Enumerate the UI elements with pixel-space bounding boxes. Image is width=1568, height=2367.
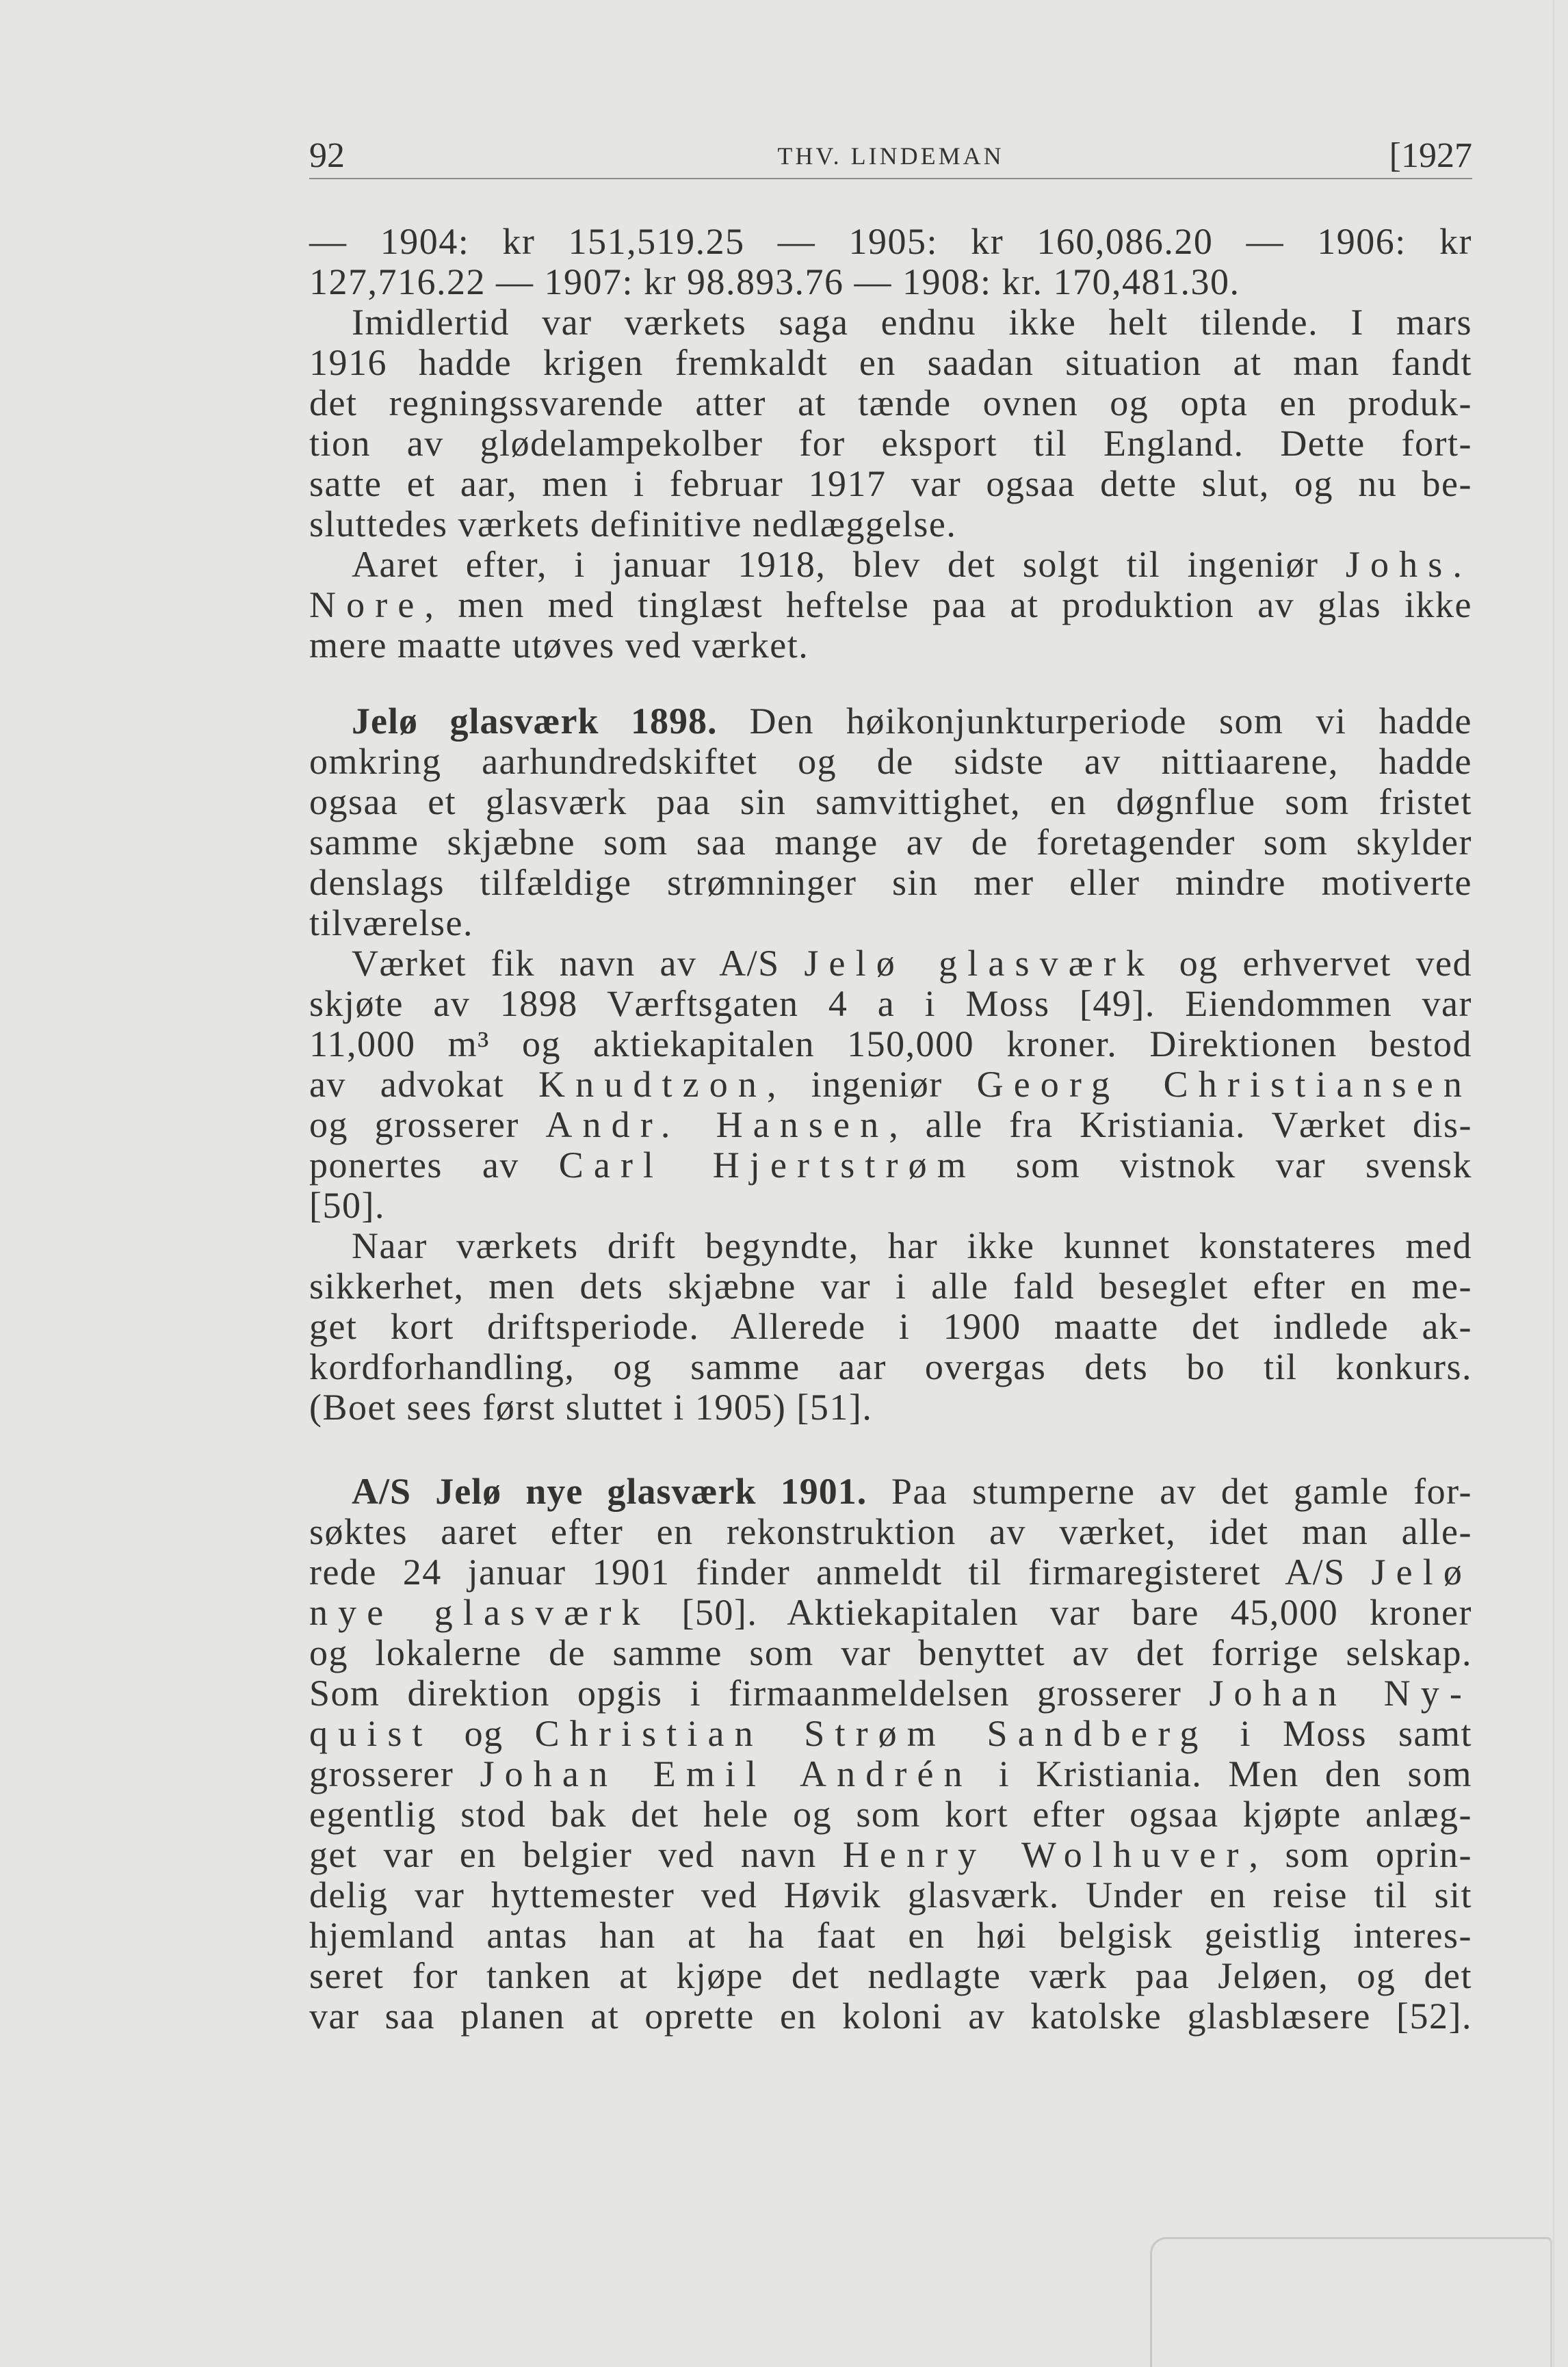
- text-run: omkring aarhundredskiftet og de sidste av nittiaarene, hadde: [309, 741, 1472, 782]
- text-run: mere maatte utøves ved værket.: [309, 625, 809, 666]
- text-run: delig var hyttemester ved Høvik glasværk. Under en reise til sit: [309, 1874, 1472, 1915]
- page-tab-outline: [1150, 2237, 1552, 2367]
- text-run: , ingeniør: [766, 1064, 977, 1105]
- text-run: og: [432, 1713, 535, 1754]
- text-line: [309, 1145, 1472, 1186]
- text-run: , alle fra Kristiania. Værket dis-: [889, 1104, 1472, 1145]
- text-run: , som oprin-: [1249, 1834, 1472, 1875]
- letterspaced-name: Georg Christiansen: [976, 1064, 1472, 1105]
- text-line: [309, 943, 1472, 984]
- text-section: [309, 701, 1472, 1428]
- letterspaced-name: quist: [309, 1713, 433, 1754]
- text-run: (Boet sees først sluttet i 1905) [51].: [309, 1387, 873, 1428]
- section-heading: A/S Jelø nye glasværk 1901.: [352, 1471, 867, 1512]
- text-line: [309, 742, 1472, 782]
- text-run: get kort driftsperiode. Allerede i 1900 maatte det indlede ak-: [309, 1306, 1472, 1347]
- text-line: [309, 984, 1472, 1024]
- text-run: egentlig stod bak det hele og som kort efter ogsaa kjøpte anlæg-: [309, 1794, 1472, 1835]
- text-line: [309, 1266, 1472, 1307]
- text-run: Aaret efter, i januar 1918, blev det solgt til ingeniør: [352, 544, 1346, 585]
- text-line: [309, 1307, 1472, 1347]
- letterspaced-name: Knudtzon: [538, 1064, 767, 1105]
- text-run: ponertes av: [309, 1145, 559, 1186]
- running-header: [309, 137, 1472, 175]
- body-text: [309, 222, 1472, 2037]
- text-line: [309, 1673, 1472, 1714]
- text-run: som vistnok var svensk: [976, 1145, 1472, 1186]
- paragraph: [309, 1226, 1472, 1428]
- text-line: [309, 1835, 1472, 1875]
- text-run: det regningssvarende atter at tænde ovnen og opta en produk-: [309, 382, 1472, 423]
- letterspaced-name: Carl Hjertstrøm: [558, 1145, 976, 1186]
- text-line: [309, 1347, 1472, 1387]
- text-run: av advokat: [309, 1064, 539, 1105]
- text-run: get var en belgier ved navn: [309, 1834, 843, 1875]
- letterspaced-name: Jelø glasværk: [804, 943, 1155, 984]
- text-line: [309, 701, 1472, 742]
- letterspaced-name: Christian Strøm Sandberg: [534, 1713, 1209, 1754]
- letterspaced-name: Henry Wolhuver: [842, 1834, 1249, 1875]
- text-run: Værket fik navn av A/S: [352, 943, 805, 984]
- text-line: [309, 1794, 1472, 1835]
- text-line: [309, 625, 1472, 666]
- text-line: [309, 383, 1472, 423]
- text-run: [50]. Aktiekapitalen var bare 45,000 kroner: [650, 1592, 1472, 1633]
- text-line: [309, 343, 1472, 383]
- letterspaced-name: Johan Emil Andrén: [480, 1753, 973, 1794]
- text-run: satte et aar, men i februar 1917 var ogsaa dette slut, og nu be-: [309, 463, 1472, 504]
- text-section: [309, 222, 1472, 666]
- text-line: [309, 1186, 1472, 1226]
- paragraph: [309, 302, 1472, 545]
- text-run: sluttedes værkets definitive nedlæggelse.: [309, 504, 957, 545]
- text-run: samme skjæbne som saa mange av de foretagender som skylder: [309, 822, 1472, 863]
- text-line: [309, 423, 1472, 464]
- text-line: [309, 1512, 1472, 1552]
- text-run: Naar værkets drift begyndte, har ikke kunnet konstateres med: [352, 1225, 1472, 1266]
- text-run: — 1904: kr 151,519.25 — 1905: kr 160,086.20 — 1906: kr: [309, 221, 1472, 262]
- text-run: grosserer: [309, 1753, 480, 1794]
- text-line: [309, 464, 1472, 504]
- text-line: [309, 1226, 1472, 1266]
- text-run: 127,716.22 — 1907: kr 98.893.76 — 1908: kr. 170,481.30.: [309, 261, 1240, 302]
- text-line: [309, 1754, 1472, 1794]
- text-run: Paa stumperne av det gamle for-: [867, 1471, 1472, 1512]
- text-line: [309, 1472, 1472, 1512]
- text-run: 11,000 m³ og aktiekapitalen 150,000 kroner. Direktionen bestod: [309, 1023, 1472, 1064]
- letterspaced-name: Johan Ny-: [1209, 1673, 1472, 1714]
- text-line: [309, 504, 1472, 545]
- letterspaced-name: Andr. Hansen: [545, 1104, 889, 1145]
- text-run: rede 24 januar 1901 finder anmeldt til firmaregisteret A/S: [309, 1552, 1372, 1593]
- text-line: [309, 262, 1472, 302]
- text-line: [309, 1593, 1472, 1633]
- page-edge-line: [1553, 0, 1554, 2367]
- section-heading: Jelø glasværk 1898.: [352, 701, 718, 742]
- text-line: [309, 302, 1472, 343]
- text-line: [309, 903, 1472, 943]
- text-line: [309, 1915, 1472, 1956]
- text-run: seret for tanken at kjøpe det nedlagte værk paa Jeløen, og det: [309, 1955, 1472, 1996]
- text-line: [309, 1996, 1472, 2037]
- text-run: i Moss samt: [1208, 1713, 1472, 1754]
- paragraph: [309, 222, 1472, 302]
- text-run: var saa planen at oprette en koloni av katolske glasblæsere [52].: [309, 1996, 1472, 2037]
- letterspaced-name: nye glasværk: [309, 1592, 651, 1633]
- text-line: [309, 1105, 1472, 1145]
- text-run: 1916 hadde krigen fremkaldt en saadan situation at man fandt: [309, 342, 1472, 383]
- text-line: [309, 1064, 1472, 1105]
- text-run: søktes aaret efter en rekonstruktion av værket, idet man alle-: [309, 1511, 1472, 1552]
- page-number: 92: [309, 136, 345, 175]
- letterspaced-name: Nore: [309, 584, 425, 625]
- text-run: Som direktion opgis i firmaanmeldelsen grosserer: [309, 1673, 1210, 1714]
- text-line: [309, 1552, 1472, 1593]
- text-run: i Kristiania. Men den som: [972, 1753, 1472, 1794]
- text-line: [309, 545, 1472, 585]
- text-run: og lokalerne de samme som var benyttet av det forrige selskap.: [309, 1632, 1472, 1673]
- text-run: Den høikonjunkturperiode som vi hadde: [717, 701, 1472, 742]
- volume-year: [1927: [1389, 136, 1472, 175]
- text-run: [50].: [309, 1185, 385, 1226]
- paragraph: [309, 701, 1472, 943]
- text-run: kordforhandling, og samme aar overgas dets bo til konkurs.: [309, 1346, 1472, 1387]
- text-line: [309, 1024, 1472, 1064]
- text-line: [309, 1956, 1472, 1996]
- text-run: tilværelse.: [309, 902, 473, 943]
- text-line: [309, 1714, 1472, 1754]
- text-run: og erhvervet ved: [1155, 943, 1472, 984]
- text-run: Imidlertid var værkets saga endnu ikke helt tilende. I mars: [352, 302, 1472, 343]
- text-section: [309, 1472, 1472, 2037]
- paragraph: [309, 943, 1472, 1226]
- paragraph: [309, 545, 1472, 666]
- text-run: skjøte av 1898 Værftsgaten 4 a i Moss [49]. Eiendommen var: [309, 983, 1472, 1024]
- text-line: [309, 222, 1472, 262]
- text-line: [309, 585, 1472, 625]
- text-run: hjemland antas han at ha faat en høi belgisk geistlig interes-: [309, 1915, 1472, 1956]
- text-run: , men med tinglæst heftelse paa at produktion av glas ikke: [424, 584, 1472, 625]
- letterspaced-name: Jelø: [1371, 1552, 1472, 1593]
- text-run: tion av glødelampekolber for eksport til England. Dette fort-: [309, 423, 1472, 464]
- text-run: sikkerhet, men dets skjæbne var i alle fald beseglet efter en me-: [309, 1266, 1472, 1307]
- text-line: [309, 1633, 1472, 1673]
- text-line: [309, 1387, 1472, 1428]
- text-line: [309, 863, 1472, 903]
- text-run: denslags tilfældige strømninger sin mer eller mindre motiverte: [309, 862, 1472, 903]
- text-line: [309, 782, 1472, 822]
- paragraph: [309, 1472, 1472, 2037]
- letterspaced-name: Johs.: [1345, 544, 1472, 585]
- running-title: THV. LINDEMAN: [777, 142, 1004, 170]
- text-run: ogsaa et glasværk paa sin samvittighet, en døgnflue som fristet: [309, 781, 1472, 822]
- text-run: og grosserer: [309, 1104, 546, 1145]
- header-rule: [309, 178, 1472, 179]
- text-line: [309, 1875, 1472, 1915]
- text-line: [309, 822, 1472, 863]
